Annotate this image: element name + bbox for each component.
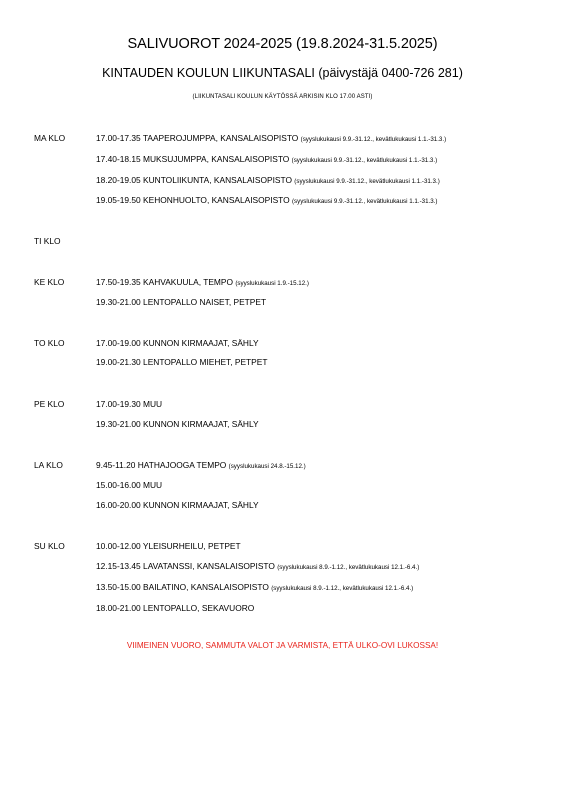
entry-text: 17.40-18.15 MUKSUJUMPPA, KANSALAISOPISTO bbox=[96, 154, 290, 164]
schedule-entry bbox=[96, 399, 162, 409]
entry-text: 13.50-15.00 BAILATINO, KANSALAISOPISTO bbox=[96, 582, 269, 592]
schedule-row bbox=[0, 541, 565, 555]
schedule-entry bbox=[96, 195, 437, 205]
schedule-entry bbox=[96, 603, 254, 613]
schedule-row bbox=[0, 480, 565, 494]
schedule-row bbox=[0, 236, 565, 250]
entry-text: 19.30-21.00 LENTOPALLO NAISET, PETPET bbox=[96, 297, 267, 307]
schedule-entry bbox=[96, 500, 259, 510]
schedule-row bbox=[0, 419, 565, 433]
entry-note: (syyslukukausi 8.9.-1.12., kevätlukukausi 12.1.-6.4.) bbox=[277, 564, 420, 571]
schedule-entry bbox=[96, 480, 162, 490]
schedule-entry bbox=[96, 297, 266, 307]
day-label-sunday: SU KLO bbox=[34, 541, 65, 551]
entry-note: (syyslukukausi 9.9.-31.12., kevätlukukausi 1.1.-31.3.) bbox=[300, 136, 447, 143]
schedule-row bbox=[0, 277, 565, 291]
day-label-saturday: LA KLO bbox=[34, 460, 63, 470]
entry-note: (syyslukukausi 9.9.-31.12., kevätlukukausi 1.1.-31.3.) bbox=[291, 198, 438, 205]
schedule-row bbox=[0, 133, 565, 147]
schedule-entry bbox=[96, 154, 437, 164]
schedule-row bbox=[0, 561, 565, 575]
schedule-entry bbox=[96, 460, 306, 470]
entry-text: 17.00-19.30 MUU bbox=[96, 399, 163, 409]
schedule-row bbox=[0, 338, 565, 352]
schedule-row bbox=[0, 297, 565, 311]
entry-text: 19.05-19.50 KEHONHUOLTO, KANSALAISOPISTO bbox=[96, 195, 290, 205]
schedule-row bbox=[0, 399, 565, 413]
schedule-row bbox=[0, 154, 565, 168]
entry-text: 18.20-19.05 KUNTOLIIKUNTA, KANSALAISOPISTO bbox=[96, 175, 292, 185]
schedule-row bbox=[0, 582, 565, 596]
schedule-entry bbox=[96, 582, 413, 592]
schedule-entry bbox=[96, 419, 259, 429]
schedule-entry bbox=[96, 357, 267, 367]
schedule-row bbox=[0, 357, 565, 371]
page-subtitle: KINTAUDEN KOULUN LIIKUNTASALI (päivystäjä 0400-726 281) bbox=[102, 66, 463, 80]
schedule-row bbox=[0, 500, 565, 514]
schedule-entry bbox=[96, 541, 241, 551]
schedule-entry bbox=[96, 277, 309, 287]
schedule-entry bbox=[96, 133, 446, 143]
entry-note: (syyslukukausi 8.9.-1.12., kevätlukukausi 12.1.-6.4.) bbox=[271, 585, 414, 592]
schedule-entry bbox=[96, 175, 440, 185]
schedule-row bbox=[0, 175, 565, 189]
day-label-thursday: TO KLO bbox=[34, 338, 65, 348]
entry-text: 17.00-17.35 TAAPEROJUMPPA, KANSALAISOPISTO bbox=[96, 133, 299, 143]
entry-text: 17.50-19.35 KAHVAKUULA, TEMPO bbox=[96, 277, 234, 287]
entry-text: 19.00-21.30 LENTOPALLO MIEHET, PETPET bbox=[96, 357, 268, 367]
entry-note: (syyslukukausi 24.8.-15.12.) bbox=[228, 463, 306, 470]
entry-text: 17.00-19.00 KUNNON KIRMAAJAT, SÄHLY bbox=[96, 338, 259, 348]
day-label-tuesday: TI KLO bbox=[34, 236, 61, 246]
entry-text: 16.00-20.00 KUNNON KIRMAAJAT, SÄHLY bbox=[96, 500, 259, 510]
schedule-row bbox=[0, 603, 565, 617]
page-title: SALIVUOROT 2024-2025 (19.8.2024-31.5.2025) bbox=[127, 36, 438, 52]
entry-text: 9.45-11.20 HATHAJOOGA TEMPO bbox=[96, 460, 227, 470]
entry-note: (syyslukukausi 9.9.-31.12., kevätlukukausi 1.1.-31.3.) bbox=[294, 178, 440, 185]
day-label-monday: MA KLO bbox=[34, 133, 66, 143]
schedule-entry bbox=[96, 338, 259, 348]
entry-text: 18.00-21.00 LENTOPALLO, SEKAVUORO bbox=[96, 603, 255, 613]
entry-text: 10.00-12.00 YLEISURHEILU, PETPET bbox=[96, 541, 241, 551]
usage-note: (LIIKUNTASALI KOULUN KÄYTÖSSÄ ARKISIN KLO 17.00 ASTI) bbox=[192, 94, 373, 100]
entry-note: (syyslukukausi 1.9.-15.12.) bbox=[235, 280, 309, 287]
schedule-entry bbox=[96, 561, 419, 571]
entry-text: 12.15-13.45 LAVATANSSI, KANSALAISOPISTO bbox=[96, 561, 275, 571]
entry-note: (syyslukukausi 9.9.-31.12., kevätlukukausi 1.1.-31.3.) bbox=[291, 157, 438, 164]
warning-text: VIIMEINEN VUORO, SAMMUTA VALOT JA VARMISTA, ETTÄ ULKO-OVI LUKOSSA! bbox=[126, 641, 439, 650]
entry-text: 19.30-21.00 KUNNON KIRMAAJAT, SÄHLY bbox=[96, 419, 259, 429]
schedule-row bbox=[0, 195, 565, 209]
day-label-wednesday: KE KLO bbox=[34, 277, 65, 287]
entry-text: 15.00-16.00 MUU bbox=[96, 480, 163, 490]
schedule-row bbox=[0, 460, 565, 474]
day-label-friday: PE KLO bbox=[34, 399, 65, 409]
